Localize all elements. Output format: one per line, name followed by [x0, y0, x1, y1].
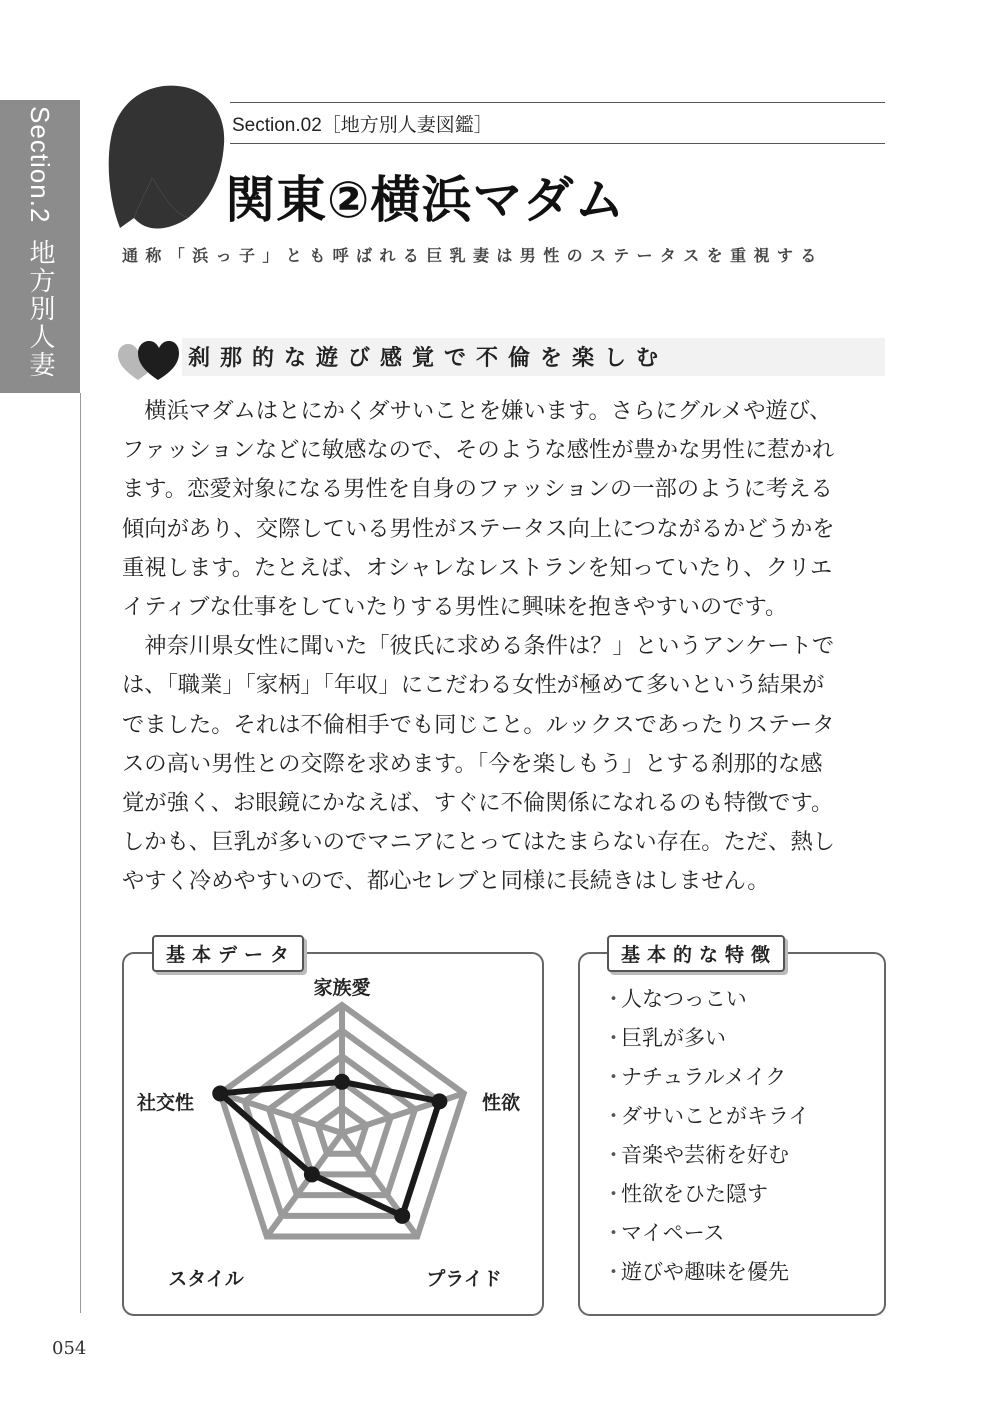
feature-text: 巨乳が多い: [621, 1026, 726, 1050]
radar-point-3: [304, 1166, 320, 1182]
bullet: ・: [603, 1260, 624, 1284]
features-list: [603, 980, 809, 1292]
radar-axis-label: スタイル: [168, 1268, 244, 1290]
header-rule-top: [230, 102, 885, 103]
radar-axis-label: 性欲: [482, 1092, 521, 1114]
body-line: 覚が強く、お眼鏡にかなえば、すぐに不倫関係になれるのも特徴です。: [122, 790, 834, 817]
radar-chart: [124, 960, 542, 1310]
side-tab-separator: [78, 223, 80, 239]
page-title: 関東②横浜マダム: [225, 171, 626, 229]
body-line: は、「職業」「家柄」「年収」にこだわる女性が極めて多いという結果が: [122, 672, 825, 699]
bullet: ・: [603, 1143, 624, 1167]
body-line: スの高い男性との交際を求めます。「今を楽しもう」とする刹那的な感: [122, 750, 823, 777]
radar-point-1: [431, 1093, 447, 1109]
body-line: 重視します。たとえば、オシャレなレストランを知っていたり、クリエ: [122, 554, 833, 581]
feature-text: 遊びや趣味を優先: [621, 1260, 789, 1284]
page-number: 054: [52, 1338, 87, 1359]
bullet: ・: [603, 1221, 624, 1245]
feature-text: ナチュラルメイク: [621, 1065, 787, 1089]
list-item: [603, 1253, 809, 1292]
woman-silhouette-icon: [100, 78, 230, 238]
list-item: [603, 1136, 809, 1175]
radar-axis-label: 社交性: [136, 1092, 194, 1114]
body-line: しかも、巨乳が多いのでマニアにとってはたまらない存在。ただ、熱し: [122, 829, 836, 856]
feature-text: 音楽や芸術を好む: [621, 1143, 789, 1167]
body-line: イティブな仕事をしていたりする男性に興味を抱きやすいのです。: [122, 594, 788, 621]
radar-axis-label: 家族愛: [313, 977, 371, 999]
page-subtitle: 通称「浜っ子」とも呼ばれる巨乳妻は男性のステータスを重視する: [122, 246, 824, 265]
hearts-icon: [116, 338, 180, 384]
feature-text: 人なつっこい: [621, 987, 747, 1011]
list-item: [603, 1214, 809, 1253]
feature-text: 性欲をひた隠す: [621, 1182, 768, 1206]
header-rule-bottom: [230, 143, 885, 144]
feature-text: ダサいことがキライ: [621, 1104, 810, 1128]
list-item: [603, 980, 809, 1019]
bullet: ・: [603, 987, 624, 1011]
body-line: やすく冷めやすいので、都心セレブと同様に長続きはしません。: [122, 868, 770, 895]
body-line: 横浜マダムはとにかくダサいことを嫌います。さらにグルメや遊び、: [122, 398, 832, 424]
bullet: ・: [603, 1182, 624, 1206]
radar-point-4: [212, 1085, 228, 1101]
side-rule: [80, 393, 81, 1313]
list-item: [603, 1058, 809, 1097]
basic-data-label: 基本データ: [152, 935, 304, 972]
side-tab-category: 地方別人妻: [25, 239, 55, 380]
side-tab-text: [0, 100, 80, 393]
bullet: ・: [603, 1065, 624, 1089]
section-label: Section.02［地方別人妻図鑑］: [232, 115, 493, 136]
feature-text: マイペース: [621, 1221, 725, 1245]
body-text: [122, 392, 892, 902]
body-line: ファッションなどに敏感なので、そのような感性が豊かな男性に惹かれ: [122, 437, 835, 464]
body-line: ます。恋愛対象になる男性を自身のファッションの一部のように考える: [122, 476, 833, 503]
list-item: [603, 1097, 809, 1136]
bullet: ・: [603, 1104, 624, 1128]
side-tab-section: Section.2: [25, 106, 55, 224]
body-line: 神奈川県女性に聞いた「彼氏に求める条件は？」というアンケートで: [122, 633, 835, 660]
body-line: でました。それは不倫相手でも同じこと。ルックスであったりステータ: [122, 711, 835, 738]
radar-axis-label: プライド: [426, 1268, 502, 1290]
radar-point-0: [334, 1074, 350, 1090]
bullet: ・: [603, 1026, 624, 1050]
features-label: 基本的な特徴: [607, 935, 785, 972]
radar-point-2: [394, 1208, 410, 1224]
list-item: [603, 1019, 809, 1058]
body-line: 傾向があり、交際している男性がステータス向上につながるかどうかを: [122, 515, 835, 542]
list-item: [603, 1175, 809, 1214]
section-heading: 刹那的な遊び感覚で不倫を楽しむ: [188, 346, 669, 371]
